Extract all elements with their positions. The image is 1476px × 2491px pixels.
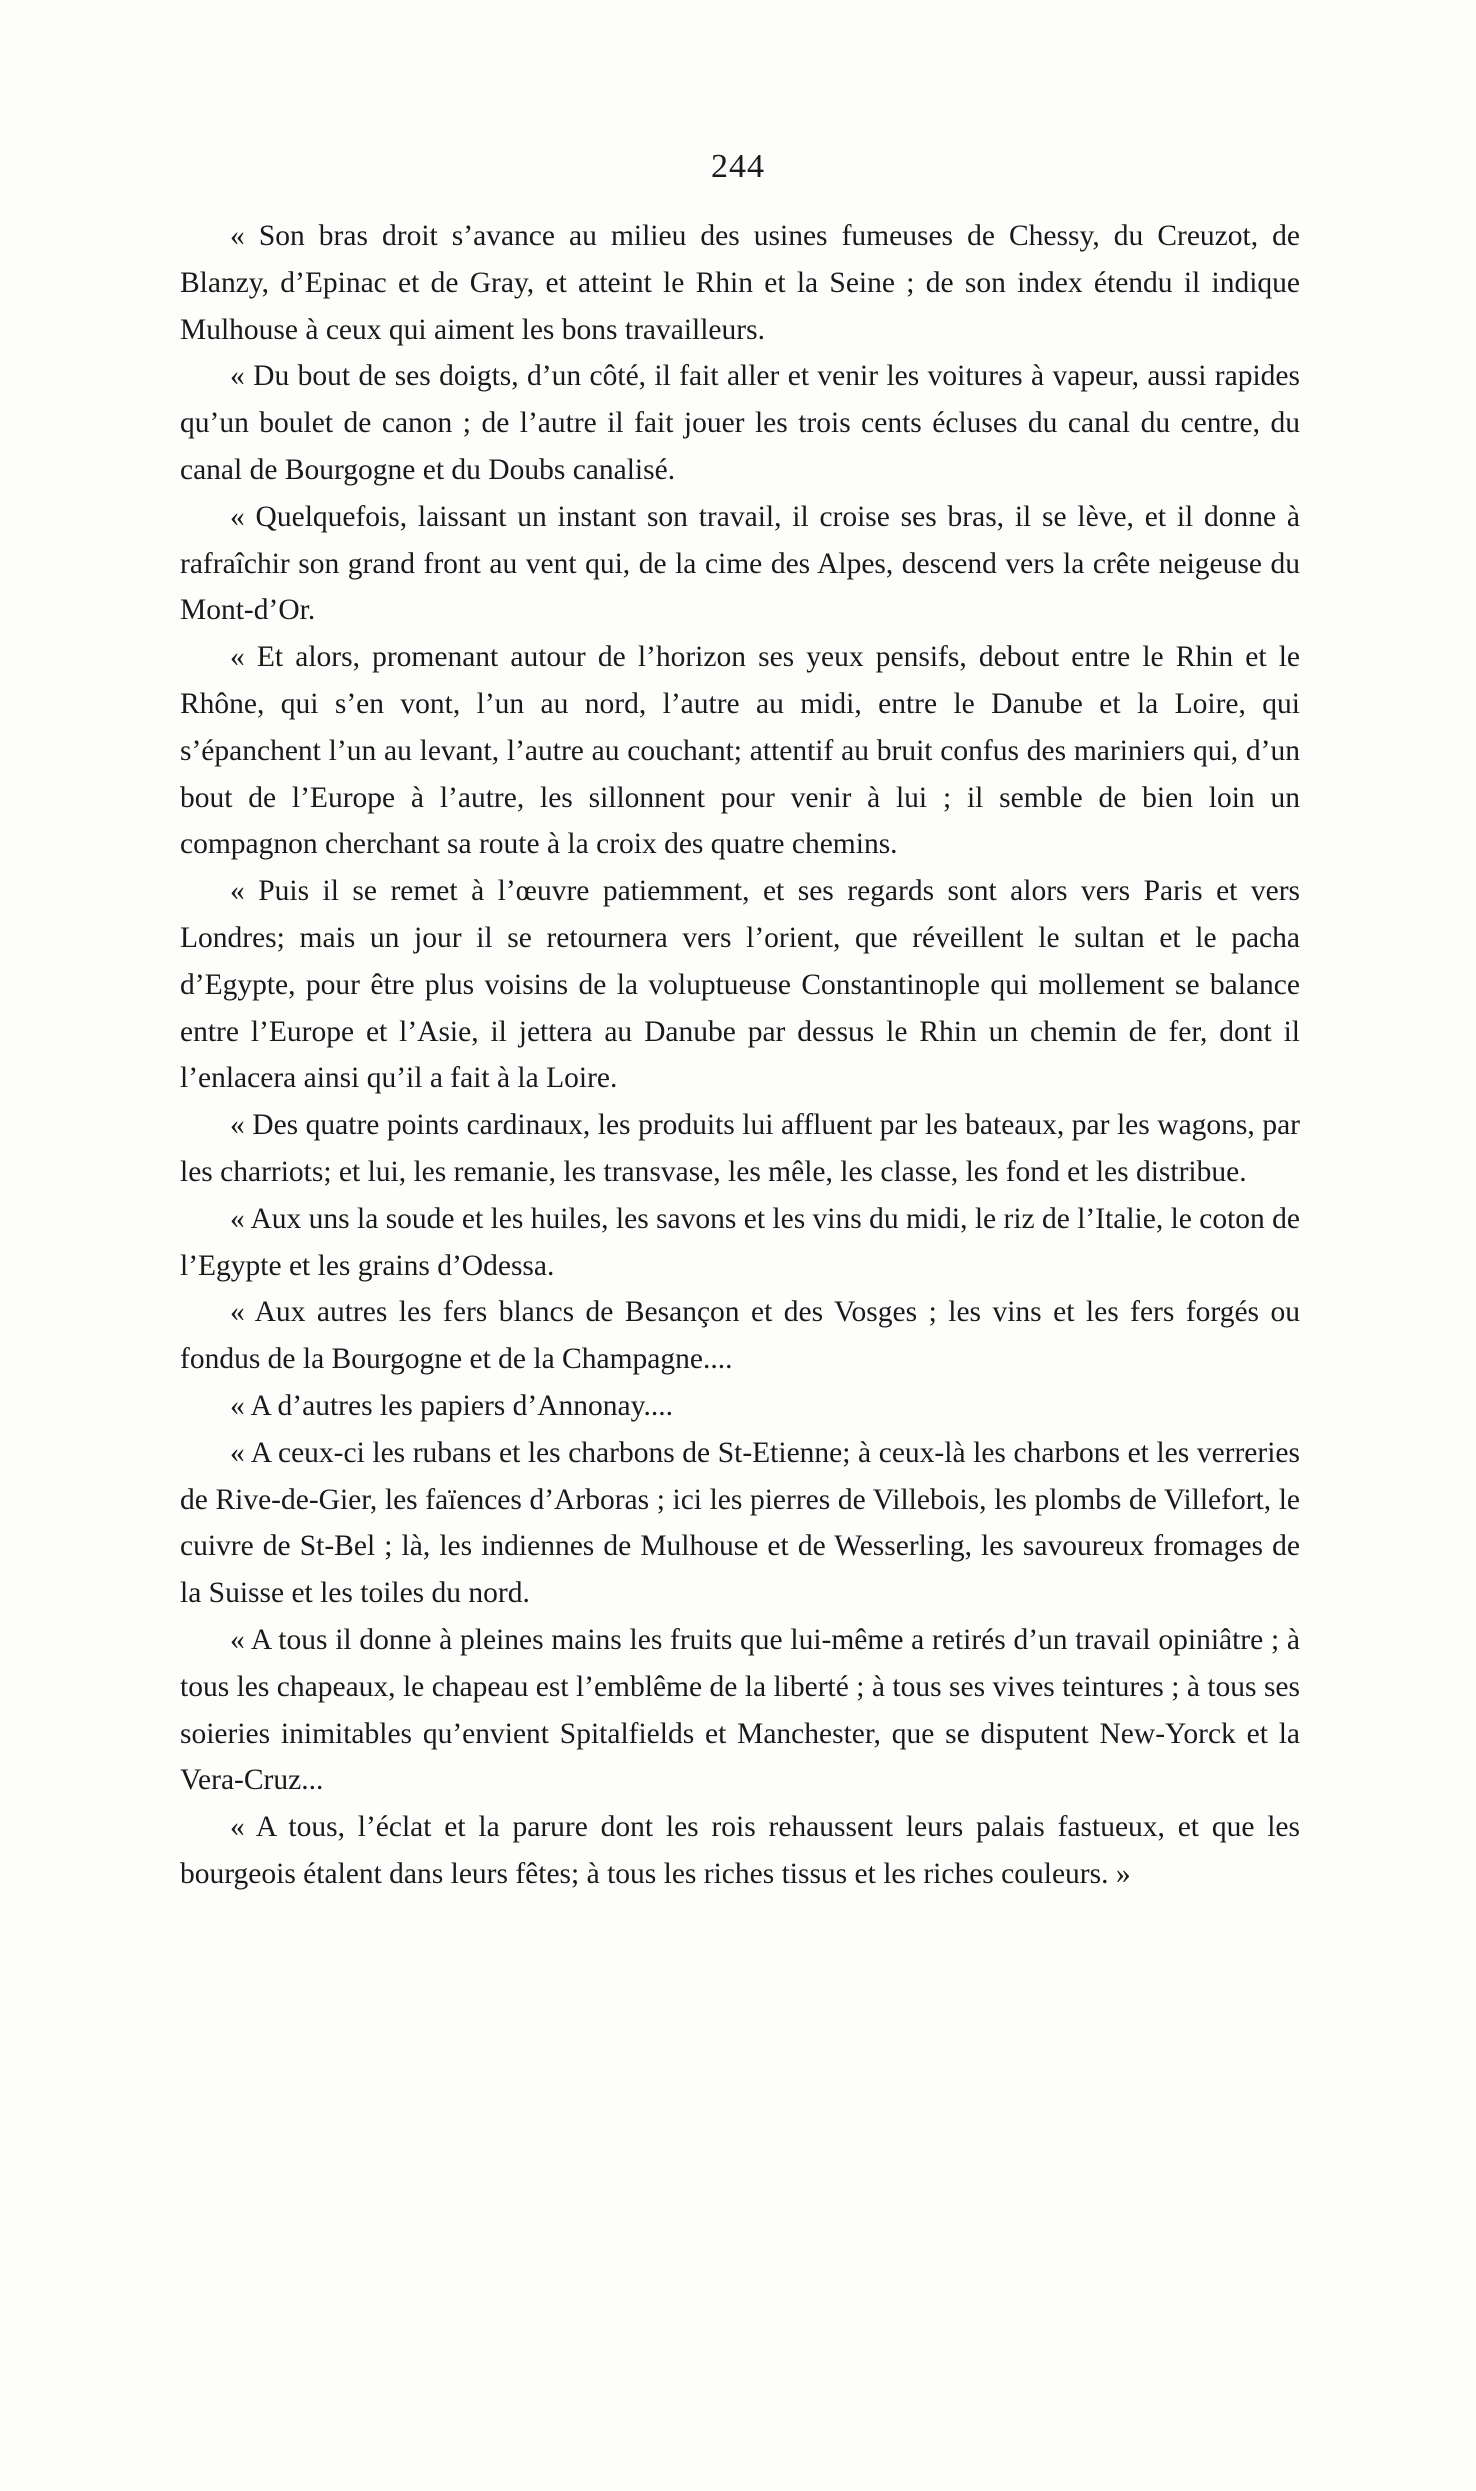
paragraph: « A d’autres les papiers d’Annonay.... bbox=[230, 1389, 673, 1422]
paragraph: « A ceux-ci les rubans et les charbons de St-Etienne; à ceux-là les charbons et les verreries de Rive-de-Gier, les faïences d’Arboras ; ici les pierres de Villebois, les plombs de Villefort, le cuivre de St-Bel ; là, les indiennes de Mulhouse et de Wesserling, les savoureux fromages de la Suisse et les toiles du nord. bbox=[180, 1436, 1300, 1610]
paragraph: « Puis il se remet à l’œuvre patiemment, et ses regards sont alors vers Paris et vers Londres; mais un jour il se retournera vers l’orient, que réveillent le sultan et le pacha d’Egypte, pour être plus voisins de la voluptueuse Constantinople qui mollement se balance entre l’Europe et l’Asie, il jettera au Danube par dessus le Rhin un chemin de fer, dont il l’enlacera ainsi qu’il a fait à la Loire. bbox=[180, 875, 1300, 1095]
paragraph: « Quelquefois, laissant un instant son travail, il croise ses bras, il se lève, et il donne à rafraîchir son grand front au vent qui, de la cime des Alpes, descend vers la crête neigeuse du Mont-d’Or. bbox=[180, 500, 1300, 627]
paragraph: « A tous, l’éclat et la parure dont les rois rehaussent leurs palais fastueux, et que les bourgeois étalent dans leurs fêtes; à tous les riches tissus et les riches couleurs. » bbox=[180, 1811, 1300, 1890]
paragraph: « Du bout de ses doigts, d’un côté, il fait aller et venir les voitures à vapeur, aussi rapides qu’un boulet de canon ; de l’autre il fait jouer les trois cents écluses du canal du centre, du canal de Bourgogne et du Doubs canalisé. bbox=[180, 360, 1300, 486]
paragraph: « Des quatre points cardinaux, les produits lui affluent par les bateaux, par les wagons, par les charriots; et lui, les remanie, les transvase, les mêle, les classe, les fond et les distribue. bbox=[180, 1109, 1300, 1188]
paragraph: « Et alors, promenant autour de l’horizon ses yeux pensifs, debout entre le Rhin et le Rhône, qui s’en vont, l’un au nord, l’autre au midi, entre le Danube et la Loire, qui s’épanchent l’un au levant, l’autre au couchant; attentif au bruit confus des mariniers qui, d’un bout de l’Europe à l’autre, les sillonnent pour venir à lui ; il semble de bien loin un compagnon cherchant sa route à la croix des quatre chemins. bbox=[180, 641, 1300, 861]
paragraph: « A tous il donne à pleines mains les fruits que lui-même a retirés d’un travail opiniâtre ; à tous les chapeaux, le chapeau est l’emblême de la liberté ; à tous ses vives teintures ; à tous ses soieries inimitables qu’envient Spitalfields et Manchester, que se disputent New-Yorck et la Vera-Cruz... bbox=[180, 1623, 1300, 1797]
page-number: 244 bbox=[711, 148, 765, 185]
paragraph: « Son bras droit s’avance au milieu des usines fumeuses de Chessy, du Creuzot, de Blanzy, d’Epinac et de Gray, et atteint le Rhin et la Seine ; de son index étendu il indique Mulhouse à ceux qui aiment les bons travailleurs. bbox=[180, 220, 1300, 346]
paragraph: « Aux uns la soude et les huiles, les savons et les vins du midi, le riz de l’Italie, le coton de l’Egypte et les grains d’Odessa. bbox=[180, 1202, 1300, 1282]
body-text bbox=[180, 213, 1300, 1898]
paragraph: « Aux autres les fers blancs de Besançon et des Vosges ; les vins et les fers forgés ou fondus de la Bourgogne et de la Champagne.... bbox=[180, 1296, 1300, 1376]
